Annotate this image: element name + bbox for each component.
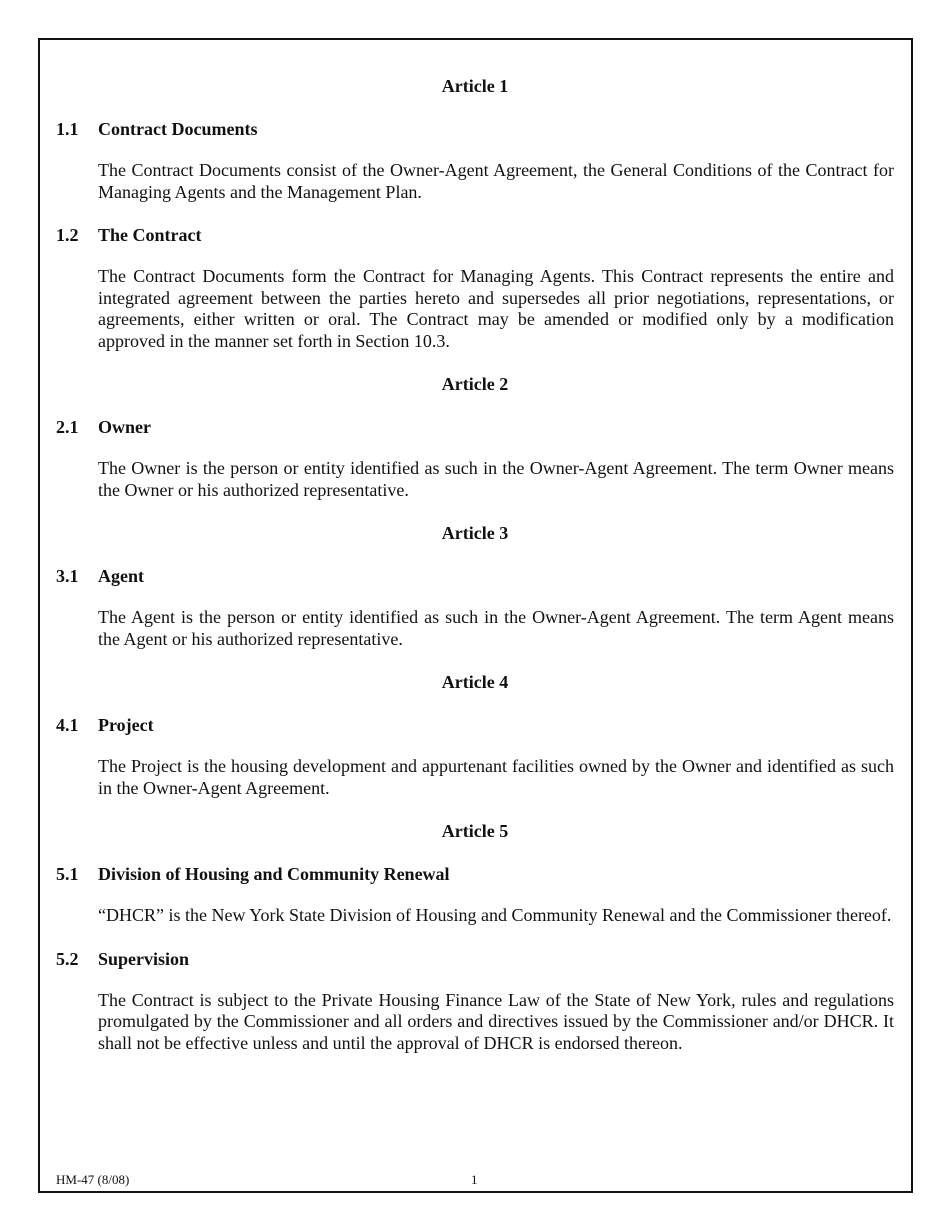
document-body xyxy=(56,76,894,1054)
section-number: 5.1 xyxy=(56,864,79,884)
section-1-1-body: The Contract Documents consist of the Owner-Agent Agreement, the General Conditions of the Contract for Managing Agents and the Management Plan. xyxy=(98,160,894,202)
article-3-title: Article 3 xyxy=(441,523,509,543)
article-5-title: Article 5 xyxy=(441,821,509,841)
section-title: Owner xyxy=(98,417,151,437)
section-1-2-heading xyxy=(56,225,894,246)
footer-form-number: HM-47 (8/08) xyxy=(56,1172,130,1187)
section-number: 4.1 xyxy=(56,715,79,735)
section-1-2-body: The Contract Documents form the Contract for Managing Agents. This Contract represents the entire and integrated agreement between the parties hereto and supersedes all prior negotiations, representations, or agreements, either written or oral. The Contract may be amended or modified only by a modification approved in the manner set forth in Section 10.3. xyxy=(98,266,894,351)
section-number: 5.2 xyxy=(56,948,79,969)
section-4-1-heading xyxy=(56,715,894,736)
section-number: 2.1 xyxy=(56,417,79,437)
section-title: Agent xyxy=(98,566,144,586)
article-1-title: Article 1 xyxy=(441,76,509,96)
section-5-2-heading xyxy=(56,949,894,970)
section-title: Contract Documents xyxy=(98,119,258,139)
section-3-1-body: The Agent is the person or entity identified as such in the Owner-Agent Agreement. The term Agent means the Agent or his authorized representative. xyxy=(98,607,894,649)
section-number: 1.2 xyxy=(56,225,79,245)
section-number: 3.1 xyxy=(56,566,79,586)
article-4-title: Article 4 xyxy=(441,672,509,692)
section-title: The Contract xyxy=(98,225,202,245)
section-5-2-body: The Contract is subject to the Private Housing Finance Law of the State of New York, rules and regulations promulgated by the Commissioner and all orders and directives issued by the Commissioner and/or DHCR. It shall not be effective unless and until the approval of DHCR is endorsed thereon. xyxy=(98,989,894,1053)
section-title: Supervision xyxy=(98,948,190,969)
section-4-1-body: The Project is the housing development and appurtenant facilities owned by the Owner and identified as such in the Owner-Agent Agreement. xyxy=(98,756,894,798)
section-5-1-heading xyxy=(56,864,894,885)
section-title: Division of Housing and Community Renewal xyxy=(98,864,450,884)
section-3-1-heading xyxy=(56,566,894,587)
section-title: Project xyxy=(98,715,154,735)
section-5-1-body: “DHCR” is the New York State Division of Housing and Community Renewal and the Commissioner thereof. xyxy=(98,905,892,925)
section-2-1-heading xyxy=(56,417,894,438)
article-2-title: Article 2 xyxy=(441,374,509,394)
section-1-1-heading xyxy=(56,119,894,140)
section-2-1-body: The Owner is the person or entity identified as such in the Owner-Agent Agreement. The term Owner means the Owner or his authorized representative. xyxy=(98,458,894,500)
footer-page-number: 1 xyxy=(471,1172,478,1187)
section-number: 1.1 xyxy=(56,119,79,139)
